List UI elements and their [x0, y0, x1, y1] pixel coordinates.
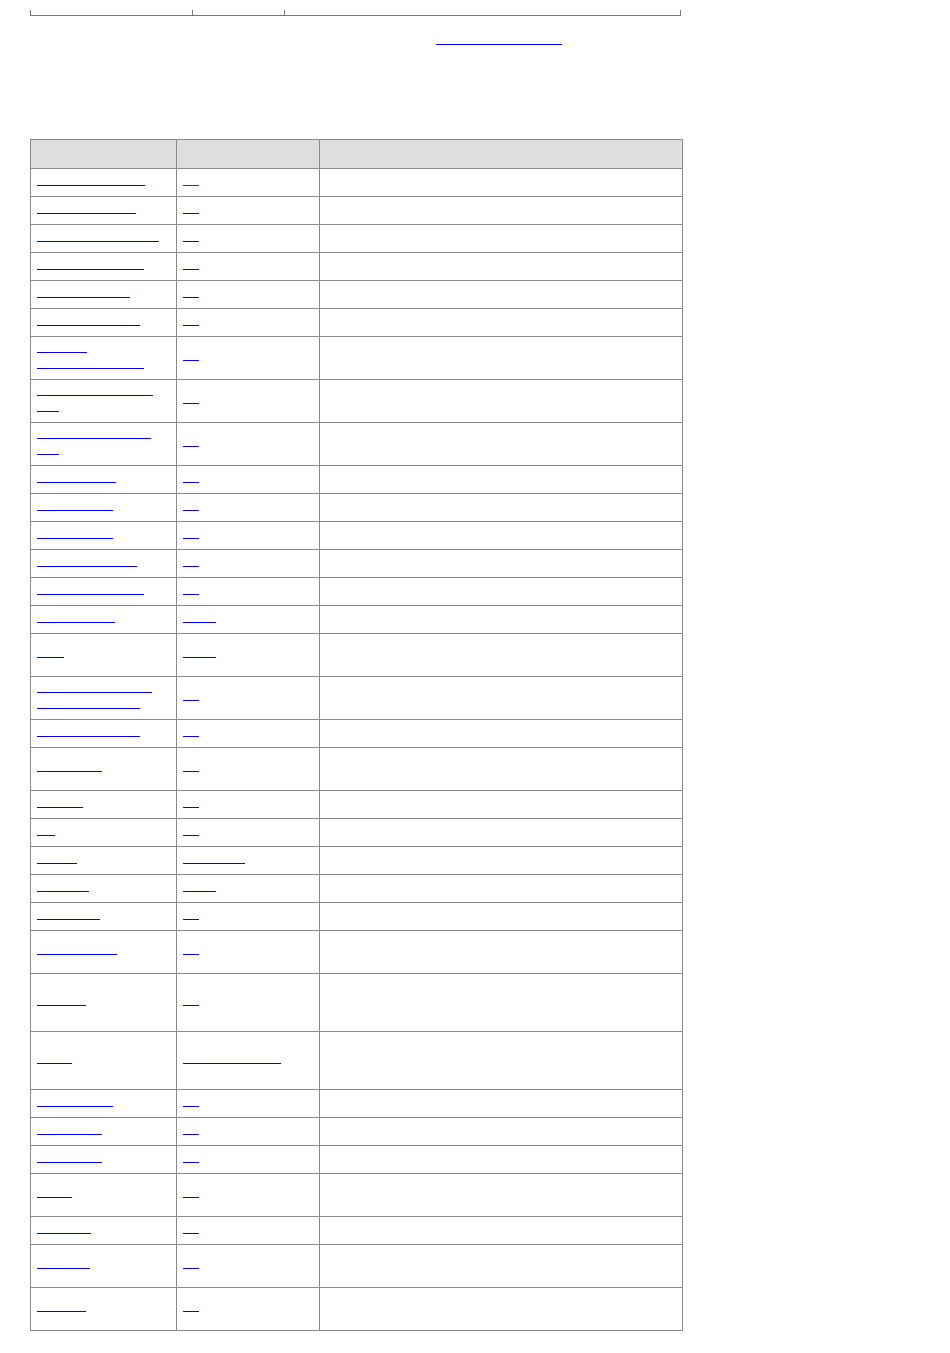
name-cell — [31, 423, 177, 466]
ref-cell — [177, 974, 320, 1032]
ref-link[interactable] — [183, 180, 199, 186]
ref-cell — [177, 253, 320, 281]
ref-cell — [177, 225, 320, 253]
name-cell — [31, 1118, 177, 1146]
table-row — [31, 309, 683, 337]
ref-cell — [177, 1174, 320, 1217]
ref-cell — [177, 466, 320, 494]
ref-cell — [177, 1245, 320, 1288]
name-link[interactable] — [37, 830, 55, 836]
name-link[interactable] — [37, 1192, 72, 1198]
name-link[interactable] — [37, 208, 136, 214]
name-cell — [31, 974, 177, 1032]
name-cell — [31, 1146, 177, 1174]
table-row — [31, 1118, 683, 1146]
description-cell — [320, 281, 683, 309]
name-link[interactable] — [37, 390, 153, 396]
table-header-row — [31, 140, 683, 169]
ref-link[interactable] — [183, 802, 199, 808]
ref-cell — [177, 634, 320, 677]
table-row — [31, 1245, 683, 1288]
ref-cell — [177, 578, 320, 606]
table-row — [31, 522, 683, 550]
name-cell — [31, 281, 177, 309]
name-link[interactable] — [37, 433, 151, 439]
description-cell — [320, 1146, 683, 1174]
previous-table-fragment — [30, 0, 681, 16]
name-cell — [31, 1245, 177, 1288]
name-link[interactable] — [37, 914, 100, 920]
description-cell — [320, 309, 683, 337]
name-cell — [31, 169, 177, 197]
table-row — [31, 197, 683, 225]
ref-link[interactable] — [183, 617, 216, 623]
ref-link[interactable] — [183, 561, 199, 567]
ref-link[interactable] — [183, 441, 199, 447]
ref-link[interactable] — [183, 1263, 199, 1269]
description-cell — [320, 578, 683, 606]
name-cell — [31, 791, 177, 819]
table-border — [30, 10, 31, 15]
description-cell — [320, 423, 683, 466]
ref-cell — [177, 819, 320, 847]
link-table — [30, 139, 683, 1331]
name-link[interactable] — [37, 766, 102, 772]
ref-cell — [177, 875, 320, 903]
ref-link[interactable] — [183, 766, 199, 772]
name-cell — [31, 494, 177, 522]
name-link[interactable] — [37, 561, 137, 567]
name-cell — [31, 748, 177, 791]
name-cell — [31, 875, 177, 903]
description-cell — [320, 634, 683, 677]
name-cell — [31, 1217, 177, 1245]
description-cell — [320, 1288, 683, 1331]
name-cell — [31, 1288, 177, 1331]
description-cell — [320, 606, 683, 634]
ref-cell — [177, 281, 320, 309]
ref-cell — [177, 903, 320, 931]
ref-cell — [177, 1288, 320, 1331]
description-cell — [320, 550, 683, 578]
name-link[interactable] — [37, 1058, 72, 1064]
name-cell — [31, 253, 177, 281]
name-link[interactable] — [37, 1228, 91, 1234]
name-link[interactable] — [37, 449, 59, 455]
table-row — [31, 931, 683, 974]
description-cell — [320, 522, 683, 550]
column-header — [31, 140, 177, 169]
name-cell — [31, 931, 177, 974]
ref-link[interactable] — [183, 236, 199, 242]
table-row — [31, 875, 683, 903]
name-cell — [31, 380, 177, 423]
table-row — [31, 550, 683, 578]
table-row — [31, 494, 683, 522]
ref-link[interactable] — [183, 858, 245, 864]
table-row — [31, 337, 683, 380]
table-row — [31, 847, 683, 875]
name-cell — [31, 1090, 177, 1118]
ref-link[interactable] — [183, 949, 199, 955]
description-cell — [320, 1090, 683, 1118]
description-cell — [320, 1245, 683, 1288]
ref-cell — [177, 1090, 320, 1118]
name-cell — [31, 578, 177, 606]
name-link[interactable] — [37, 1000, 86, 1006]
description-cell — [320, 466, 683, 494]
table-row — [31, 1090, 683, 1118]
table-row — [31, 466, 683, 494]
ref-cell — [177, 169, 320, 197]
table-row — [31, 1146, 683, 1174]
description-cell — [320, 169, 683, 197]
table-row — [31, 974, 683, 1032]
ref-cell — [177, 931, 320, 974]
name-cell — [31, 606, 177, 634]
name-link[interactable] — [37, 292, 130, 298]
table-border — [680, 10, 681, 15]
name-link[interactable] — [37, 617, 115, 623]
name-link[interactable] — [37, 236, 159, 242]
ref-cell — [177, 677, 320, 720]
description-cell — [320, 225, 683, 253]
ref-cell — [177, 1118, 320, 1146]
name-cell — [31, 720, 177, 748]
name-cell — [31, 550, 177, 578]
name-cell — [31, 847, 177, 875]
description-cell — [320, 875, 683, 903]
description-cell — [320, 931, 683, 974]
name-link[interactable] — [37, 1157, 102, 1163]
table-row — [31, 819, 683, 847]
name-link[interactable] — [37, 477, 116, 483]
description-cell — [320, 1032, 683, 1090]
description-cell — [320, 903, 683, 931]
name-link[interactable] — [37, 802, 83, 808]
ref-cell — [177, 337, 320, 380]
ref-cell — [177, 720, 320, 748]
name-cell — [31, 819, 177, 847]
description-cell — [320, 380, 683, 423]
top-link[interactable] — [436, 36, 562, 45]
description-cell — [320, 974, 683, 1032]
name-link[interactable] — [37, 731, 140, 737]
name-link[interactable] — [37, 264, 144, 270]
description-cell — [320, 748, 683, 791]
ref-cell — [177, 847, 320, 875]
table-row — [31, 423, 683, 466]
name-link[interactable] — [37, 180, 145, 186]
table-row — [31, 903, 683, 931]
name-cell — [31, 677, 177, 720]
description-cell — [320, 337, 683, 380]
name-link[interactable] — [37, 886, 89, 892]
ref-link[interactable] — [183, 830, 199, 836]
description-cell — [320, 720, 683, 748]
ref-cell — [177, 423, 320, 466]
ref-cell — [177, 380, 320, 423]
ref-link[interactable] — [183, 1306, 199, 1312]
name-link[interactable] — [37, 1306, 86, 1312]
ref-link[interactable] — [183, 398, 199, 404]
name-cell — [31, 225, 177, 253]
ref-cell — [177, 791, 320, 819]
column-header — [177, 140, 320, 169]
name-cell — [31, 634, 177, 677]
table-row — [31, 677, 683, 720]
ref-cell — [177, 522, 320, 550]
table-row — [31, 1217, 683, 1245]
description-cell — [320, 847, 683, 875]
description-cell — [320, 494, 683, 522]
table-row — [31, 748, 683, 791]
table-row — [31, 606, 683, 634]
table-row — [31, 720, 683, 748]
name-link[interactable] — [37, 949, 117, 955]
table-border — [284, 10, 285, 15]
table-row — [31, 1032, 683, 1090]
ref-cell — [177, 1217, 320, 1245]
name-link[interactable] — [37, 406, 59, 412]
name-link[interactable] — [37, 533, 113, 539]
description-cell — [320, 1174, 683, 1217]
name-cell — [31, 197, 177, 225]
table-border — [192, 10, 193, 15]
table-row — [31, 253, 683, 281]
ref-link[interactable] — [183, 505, 199, 511]
name-link[interactable] — [37, 652, 64, 658]
table-row — [31, 281, 683, 309]
ref-link[interactable] — [183, 208, 199, 214]
name-cell — [31, 309, 177, 337]
ref-cell — [177, 197, 320, 225]
ref-link[interactable] — [183, 695, 199, 701]
name-link[interactable] — [37, 1101, 113, 1107]
name-cell — [31, 466, 177, 494]
table-row — [31, 578, 683, 606]
name-link[interactable] — [37, 589, 144, 595]
description-cell — [320, 1217, 683, 1245]
name-cell — [31, 903, 177, 931]
ref-link[interactable] — [183, 1192, 199, 1198]
column-header — [320, 140, 683, 169]
description-cell — [320, 253, 683, 281]
name-cell — [31, 1032, 177, 1090]
ref-cell — [177, 748, 320, 791]
ref-link[interactable] — [183, 1228, 199, 1234]
ref-link[interactable] — [183, 1157, 199, 1163]
table-row — [31, 1174, 683, 1217]
description-cell — [320, 791, 683, 819]
name-link[interactable] — [37, 505, 113, 511]
ref-link[interactable] — [183, 589, 199, 595]
name-link[interactable] — [37, 1263, 90, 1269]
description-cell — [320, 1118, 683, 1146]
ref-link[interactable] — [183, 264, 199, 270]
ref-link[interactable] — [183, 533, 199, 539]
table-row — [31, 791, 683, 819]
description-cell — [320, 197, 683, 225]
ref-link[interactable] — [183, 1000, 199, 1006]
name-link[interactable] — [37, 320, 140, 326]
name-cell — [31, 337, 177, 380]
table-row — [31, 169, 683, 197]
name-link[interactable] — [37, 363, 144, 369]
table-row — [31, 1288, 683, 1331]
name-link[interactable] — [37, 687, 152, 693]
table-row — [31, 225, 683, 253]
ref-link[interactable] — [183, 477, 199, 483]
ref-link[interactable] — [183, 652, 216, 658]
table-row — [31, 634, 683, 677]
description-cell — [320, 819, 683, 847]
name-link[interactable] — [37, 703, 140, 709]
name-link[interactable] — [37, 858, 77, 864]
ref-link[interactable] — [183, 731, 199, 737]
name-link[interactable] — [37, 347, 87, 353]
ref-link[interactable] — [183, 914, 199, 920]
ref-link[interactable] — [183, 1058, 281, 1064]
table-body — [31, 169, 683, 1331]
ref-cell — [177, 1032, 320, 1090]
ref-link[interactable] — [183, 886, 216, 892]
ref-link[interactable] — [183, 1101, 199, 1107]
name-link[interactable] — [37, 1129, 102, 1135]
table-row — [31, 380, 683, 423]
ref-cell — [177, 309, 320, 337]
ref-cell — [177, 1146, 320, 1174]
name-cell — [31, 1174, 177, 1217]
ref-link[interactable] — [183, 292, 199, 298]
name-cell — [31, 522, 177, 550]
description-cell — [320, 677, 683, 720]
ref-cell — [177, 550, 320, 578]
ref-link[interactable] — [183, 320, 199, 326]
ref-link[interactable] — [183, 355, 199, 361]
ref-cell — [177, 494, 320, 522]
ref-cell — [177, 606, 320, 634]
ref-link[interactable] — [183, 1129, 199, 1135]
